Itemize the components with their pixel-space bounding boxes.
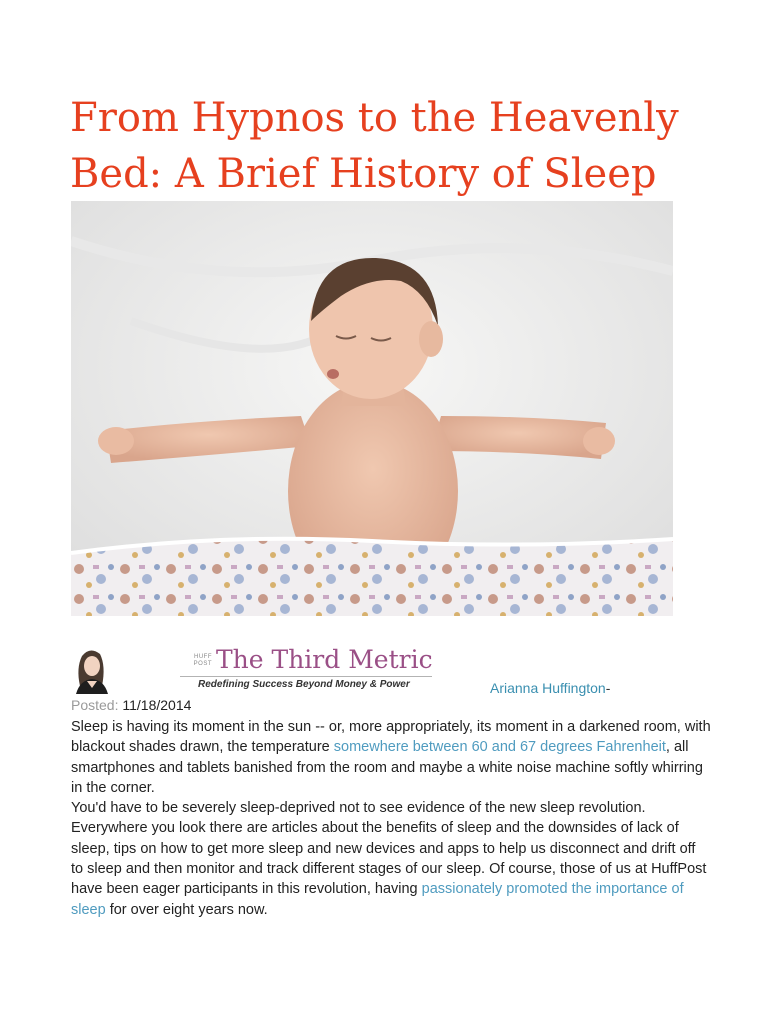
banner-divider <box>180 676 432 677</box>
author-link[interactable]: Arianna Huffington <box>490 680 606 696</box>
article-body <box>71 717 711 920</box>
hero-image <box>71 201 673 616</box>
temperature-link[interactable]: somewhere between 60 and 67 degrees Fahrenheit <box>333 739 666 756</box>
byline-author <box>490 679 610 697</box>
paragraph-1: Sleep is having its moment in the sun -- or, more appropriately, its moment in a darkened room, with blackout shades drawn, the temperature somewhere between 60 and 67 degrees Fahrenheit, all smartphones and tablets banished from the room and maybe a white noise machine softly whirring in the corner. <box>71 719 711 796</box>
banner-title: The Third Metric <box>216 645 433 674</box>
byline-dash: - <box>605 680 611 696</box>
banner-tagline: Redefining Success Beyond Money & Power <box>198 679 410 690</box>
sleep-importance-link[interactable]: passionately promoted the importance of sleep <box>71 881 684 918</box>
article-title: From Hypnos to the Heavenly Bed: A Brief History of Sleep <box>70 95 679 197</box>
author-avatar <box>70 646 114 694</box>
third-metric-banner <box>180 644 440 692</box>
posted-date: 11/18/2014 <box>122 697 192 713</box>
paragraph-2: You'd have to be severely sleep-deprived not to see evidence of the new sleep revolution. Everywhere you look there are articles about the benefits of sleep and the downsides of lack of sleep, tips on how to get more sleep and new devices and apps to help us disconnect and drift off to sleep and then monitor and track different stages of our sleep. Of course, those of us at HuffPost have been eager participants in this revolution, having passionately promoted the importance of sleep for over eight years now. <box>71 800 707 918</box>
posted-label: Posted: <box>71 697 119 713</box>
posted-line <box>71 696 191 714</box>
huffpost-logo: HUFF POST <box>193 654 212 667</box>
